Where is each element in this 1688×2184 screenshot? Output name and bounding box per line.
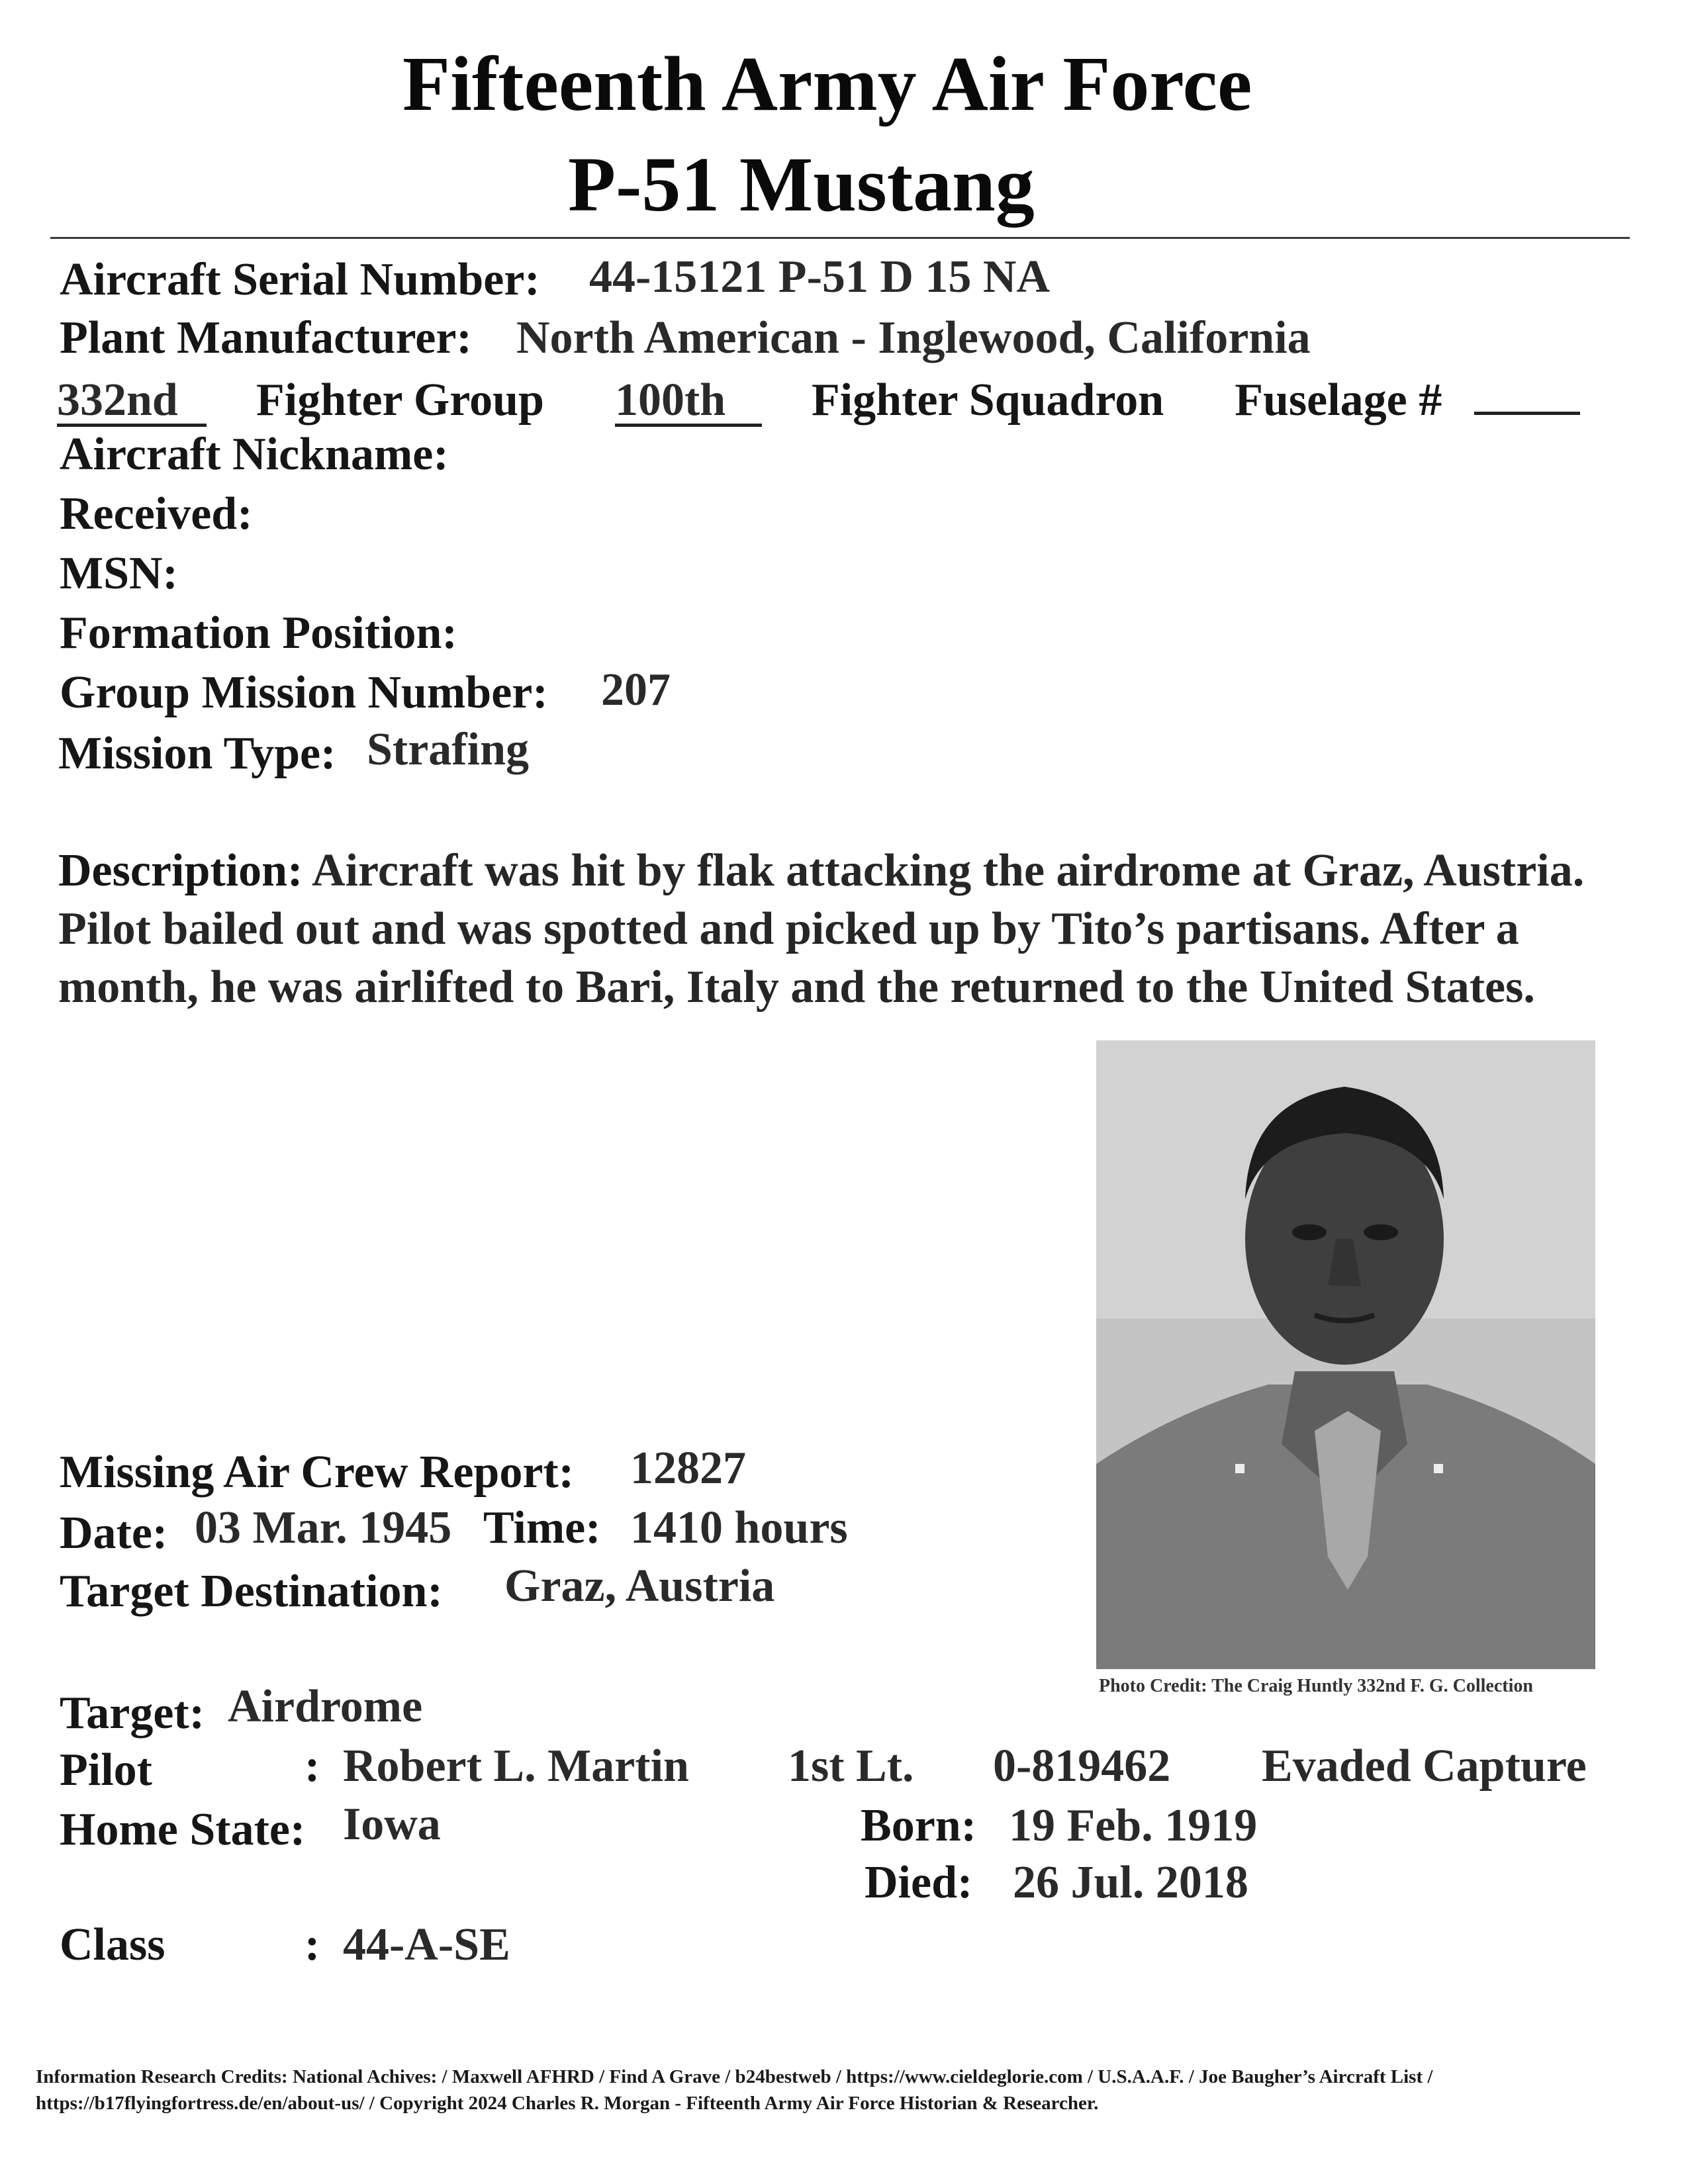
date-label: Date: <box>60 1508 168 1559</box>
mission-type-label: Mission Type: <box>58 728 336 779</box>
squadron-value: 100th <box>615 377 762 427</box>
msn-label: MSN: <box>60 548 178 599</box>
mission-type-value: Strafing <box>367 724 529 775</box>
group-label: Fighter Group <box>256 375 544 426</box>
formation-label: Formation Position: <box>60 608 457 659</box>
pilot-name: Robert L. Martin <box>343 1741 689 1792</box>
group-mission-label: Group Mission Number: <box>60 667 548 718</box>
received-label: Received: <box>60 488 253 539</box>
manufacturer-value: North American - Inglewood, California <box>516 312 1311 363</box>
serial-value: 44-15121 P-51 D 15 NA <box>589 251 1051 302</box>
pilot-photo <box>1096 1040 1595 1669</box>
date-value: 03 Mar. 1945 <box>195 1502 452 1553</box>
target-destination-label: Target Destination: <box>60 1566 443 1617</box>
home-state-value: Iowa <box>343 1799 441 1850</box>
page-subtitle: P-51 Mustang <box>568 141 1035 228</box>
squadron-label: Fighter Squadron <box>811 375 1164 426</box>
target-label: Target: <box>60 1688 205 1739</box>
time-value: 1410 hours <box>630 1502 848 1553</box>
pilot-portrait-illustration <box>1096 1040 1595 1669</box>
pilot-label: Pilot <box>60 1745 152 1796</box>
time-label: Time: <box>483 1502 601 1553</box>
nickname-label: Aircraft Nickname: <box>60 429 449 480</box>
credits-line-2: https://b17flyingfortress.de/en/about-us/ / Copyright 2024 Charles R. Morgan - Fifteenth Army Air Force Historian & Researcher. <box>36 2093 1099 2114</box>
description <box>58 842 1634 1017</box>
died-value: 26 Jul. 2018 <box>1013 1857 1248 1908</box>
pilot-serial: 0-819462 <box>993 1741 1171 1792</box>
research-credits <box>36 2064 1651 2116</box>
photo-credit: Photo Credit: The Craig Huntly 332nd F. G. Collection <box>1099 1676 1533 1696</box>
pilot-colon: : <box>305 1741 320 1792</box>
class-colon: : <box>305 1919 320 1970</box>
group-mission-value: 207 <box>601 664 671 715</box>
credits-line-1: Information Research Credits: National Achives: / Maxwell AFHRD / Find A Grave / b24bestweb / https://www.cieldeglorie.com / U.S.A.A.F. / Joe Baugher’s Aircraft List / <box>36 2066 1433 2087</box>
target-value: Airdrome <box>228 1681 423 1732</box>
fighter-group-row <box>57 372 1580 427</box>
description-text: Aircraft was hit by flak attacking the airdrome at Graz, Austria. Pilot bailed out and was spotted and picked up by Tito’s partisans. After a month, he was airlifted to Bari, Italy and the returned to the United States. <box>58 845 1585 1013</box>
class-value: 44-A-SE <box>343 1919 510 1970</box>
macr-label: Missing Air Crew Report: <box>60 1447 575 1498</box>
born-value: 19 Feb. 1919 <box>1009 1800 1258 1851</box>
died-label: Died: <box>865 1857 973 1908</box>
group-value: 332nd <box>57 377 207 427</box>
target-destination-value: Graz, Austria <box>504 1561 775 1612</box>
fuselage-blank <box>1474 372 1580 415</box>
title-divider <box>50 237 1630 239</box>
home-state-label: Home State: <box>60 1804 306 1855</box>
pilot-status: Evaded Capture <box>1262 1741 1587 1792</box>
pilot-rank: 1st Lt. <box>788 1741 914 1792</box>
manufacturer-label: Plant Manufacturer: <box>60 312 472 363</box>
born-label: Born: <box>861 1800 976 1851</box>
serial-label: Aircraft Serial Number: <box>60 254 540 305</box>
page-title: Fifteenth Army Air Force <box>402 40 1252 127</box>
class-label: Class <box>60 1919 165 1970</box>
macr-value: 12827 <box>630 1443 746 1494</box>
fuselage-label: Fuselage # <box>1235 375 1442 426</box>
description-label: Description: <box>58 845 303 896</box>
